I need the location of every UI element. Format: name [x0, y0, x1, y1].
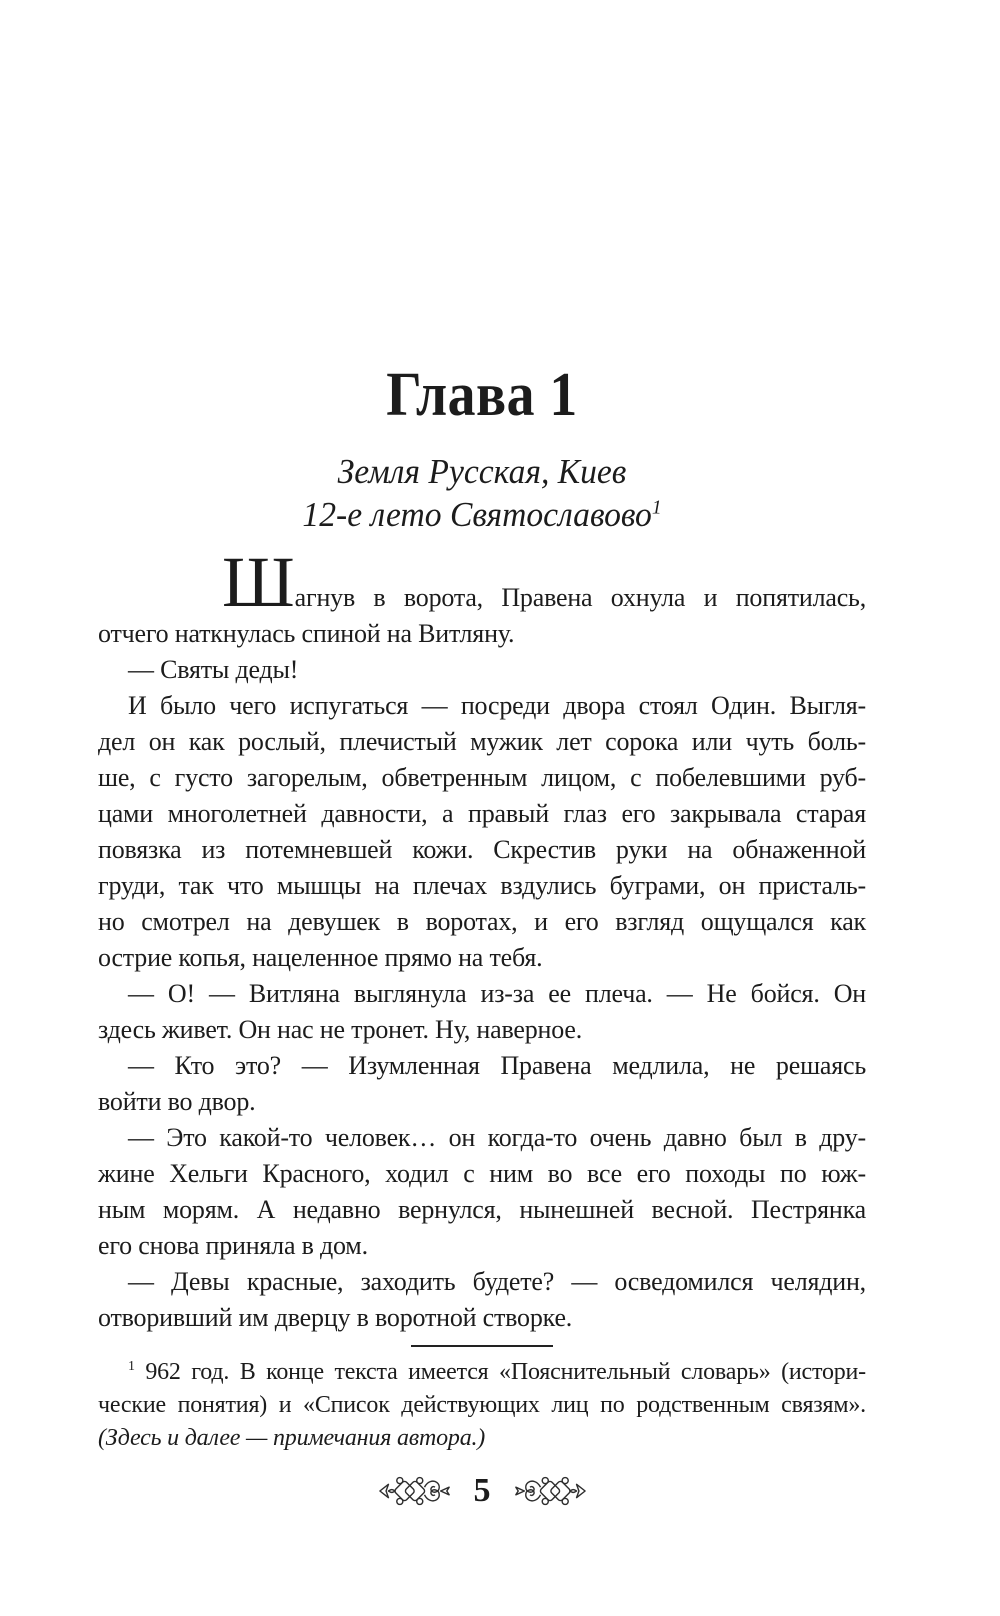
text-line: здесь живет. Он нас не тронет. Ну, наверное. — [98, 1015, 583, 1044]
drop-cap: Ш — [222, 542, 295, 622]
text-line: войти во двор. — [98, 1087, 256, 1116]
footnote — [98, 1356, 866, 1455]
text-line: цами многолетней давности, а правый глаз его закрывала старая — [98, 799, 866, 828]
knotwork-ornament-icon — [378, 1470, 452, 1512]
text-line: — Девы красные, заходить будете? — осведомился челядин, — [128, 1267, 866, 1296]
text-line: отворивший им дверцу в воротной створке. — [98, 1303, 573, 1332]
text-line: ным морям. А недавно вернулся, нынешней весной. Пестрянка — [98, 1195, 866, 1224]
text-line: жине Хельги Красного, ходил с ним во все его походы по юж- — [98, 1159, 866, 1188]
text-line: острие копья, нацеленное прямо на тебя. — [98, 943, 543, 972]
text-line: ше, с густо загорелым, обветренным лицом, с побелевшими руб- — [98, 763, 866, 792]
text-line: дел он как рослый, плечистый мужик лет сорока или чуть боль- — [98, 727, 866, 756]
body-text — [98, 542, 866, 1336]
paragraph — [98, 688, 866, 976]
text-line: его снова приняла в дом. — [98, 1231, 368, 1260]
text-line: но смотрел на девушек в воротах, и его взгляд ощущался как — [98, 907, 866, 936]
paragraph — [98, 976, 866, 1048]
page-footer — [98, 1470, 866, 1512]
text-line: груди, так что мышцы на плечах вздулись буграми, он присталь- — [98, 871, 866, 900]
paragraph — [98, 1048, 866, 1120]
paragraph — [98, 652, 866, 688]
knotwork-ornament-icon — [513, 1470, 587, 1512]
text-line: повязка из потемневшей кожи. Скрестив руки на обнаженной — [98, 835, 866, 864]
page-number: 5 — [473, 1472, 491, 1509]
text-line: отчего наткнулась спиной на Витляну. — [98, 619, 515, 648]
chapter-title: Глава 1 — [386, 361, 578, 429]
subtitle-line: 12-е лето Святославово$^1$ — [302, 495, 662, 534]
chapter-subtitle — [113, 450, 850, 536]
footnote-line: (Здесь и далее — примечания автора.) — [98, 1425, 486, 1451]
text-line: — Это какой-то человек… он когда-то очень давно был в дру- — [128, 1123, 866, 1152]
footnote-reference: 1 — [651, 496, 662, 519]
paragraph — [98, 1120, 866, 1264]
paragraph — [98, 1264, 866, 1336]
text-line: Шагнув в ворота, Правена охнула и попятилась, — [222, 542, 866, 622]
footnote-line: ческие понятия) и «Список действующих лиц по родственным связям». — [98, 1392, 866, 1418]
subtitle-line: Земля Русская, Киев — [337, 452, 627, 491]
paragraph — [98, 542, 866, 652]
text-line: — Кто это? — Изумленная Правена медлила, не решаясь — [128, 1051, 866, 1080]
text-line: — Святы деды! — [128, 655, 299, 684]
footnote-line: $^1$ 962 год. В конце текста имеется «Пояснительный словарь» (истори- — [128, 1359, 866, 1385]
text-line: И было чего испугаться — посреди двора стоял Один. Выгля- — [128, 691, 866, 720]
text-line: — О! — Витляна выглянула из-за ее плеча. — Не бойся. Он — [128, 979, 866, 1008]
footnote-marker: 1 — [128, 1359, 135, 1374]
footnote-separator — [411, 1345, 553, 1347]
